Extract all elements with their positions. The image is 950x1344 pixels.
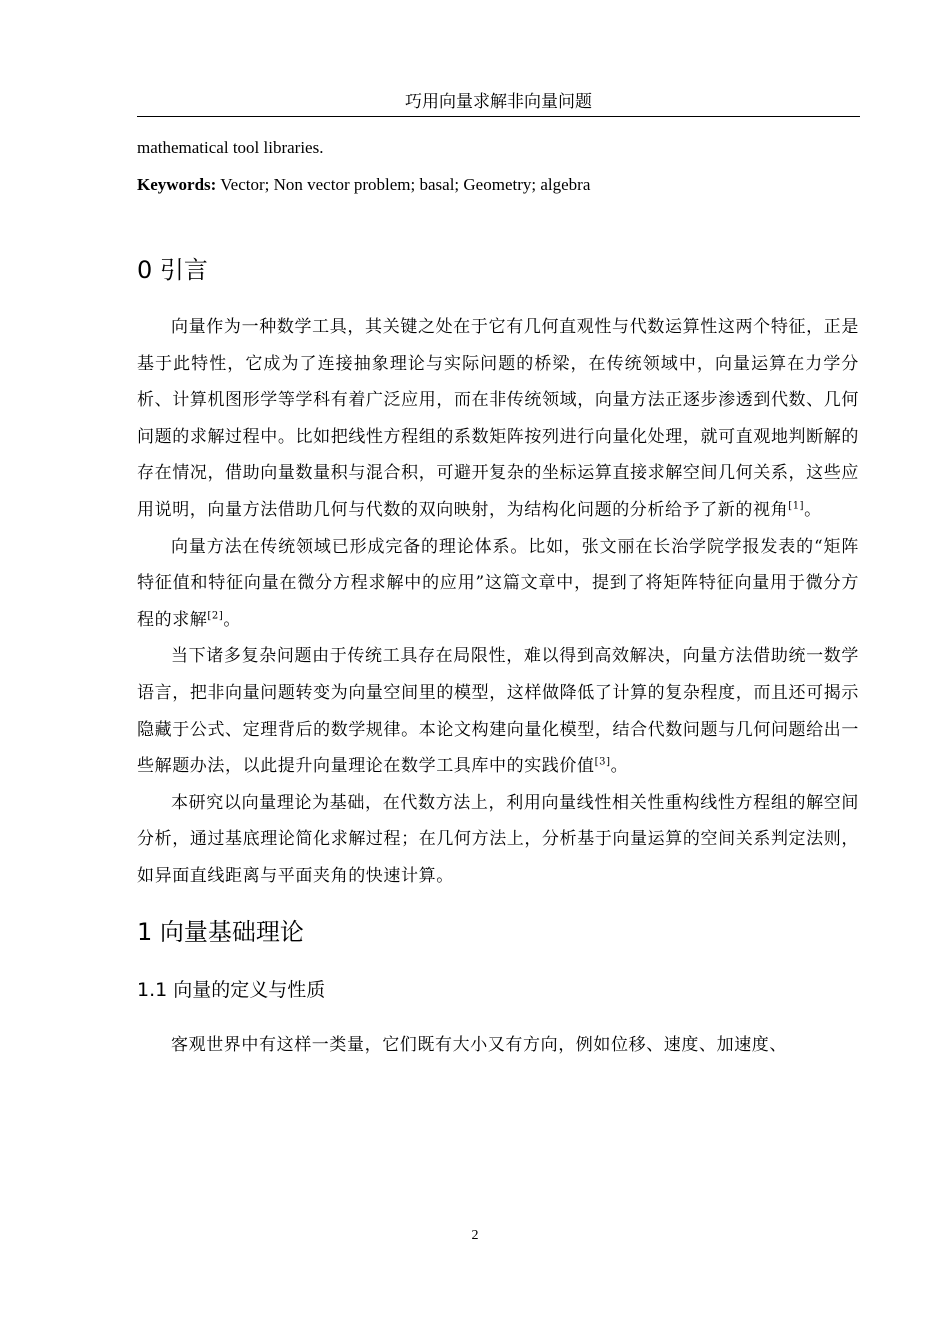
paragraph-text: 本研究以向量理论为基础，在代数方法上，利用向量线性相关性重构线性方程组的解空间分析，通过基底理论简化求解过程；在几何方法上，分析基于向量运算的空间关系判定法则，如异面直线距离与平面夹角的快速计算。 [137,792,859,886]
page-content [137,136,859,1063]
definition-paragraphs [137,1027,859,1064]
paragraph-end: 。 [223,609,241,630]
page-number: 2 [471,1228,479,1243]
intro-paragraph-1 [137,309,859,529]
definition-paragraph-1: 客观世界中有这样一类量，它们既有大小又有方向，例如位移、速度、加速度、 [171,1034,787,1055]
intro-paragraph-2 [137,529,859,639]
subsection-heading-definition: 1.1 向量的定义与性质 [137,978,326,1001]
keywords-label: Keywords: [137,175,217,194]
citation-ref: [1] [788,500,805,512]
intro-paragraphs [137,309,859,895]
section-heading-intro: 0 引言 [137,256,208,284]
section-heading-theory: 1 向量基础理论 [137,917,304,946]
intro-paragraph-4 [137,785,859,895]
keywords-text: Vector; Non vector problem; basal; Geometry; algebra [216,175,591,194]
running-header: 巧用向量求解非向量问题 [137,90,860,117]
citation-ref: [3] [594,756,611,768]
abstract-tail: mathematical tool libraries. [137,138,324,157]
paragraph-end: 。 [610,756,629,777]
intro-paragraph-3 [137,638,859,784]
keywords-line [137,173,859,197]
paragraph-text: 向量方法在传统领域已形成完备的理论体系。比如，张文丽在长治学院学报发表的“矩阵特征值和特征向量在微分方程求解中的应用”这篇文章中，提到了将矩阵特征向量用于微分方程的求解 [137,536,859,630]
paragraph-text: 当下诸多复杂问题由于传统工具存在局限性，难以得到高效解决，向量方法借助统一数学语言，把非向量问题转变为向量空间里的模型，这样做降低了计算的复杂程度，而且还可揭示隐藏于公式、定理背后的数学规律。本论文构建向量化模型，结合代数问题与几何问题给出一些解题办法，以此提升向量理论在数学工具库中的实践价值 [137,646,859,777]
paragraph-end: 。 [804,499,822,520]
paragraph-text: 向量作为一种数学工具，其关键之处在于它有几何直观性与代数运算性这两个特征，正是基于此特性，它成为了连接抽象理论与实际问题的桥梁，在传统领域中，向量运算在力学分析、计算机图形学等学科有着广泛应用，而在非传统领域，向量方法正逐步渗透到代数、几何问题的求解过程中。比如把线性方程组的系数矩阵按列进行向量化处理，就可直观地判断解的存在情况，借助向量数量积与混合积，可避开复杂的坐标运算直接求解空间几何关系，这些应用说明，向量方法借助几何与代数的双向映射，为结构化问题的分析给予了新的视角 [137,317,859,520]
citation-ref: [2] [207,610,224,622]
